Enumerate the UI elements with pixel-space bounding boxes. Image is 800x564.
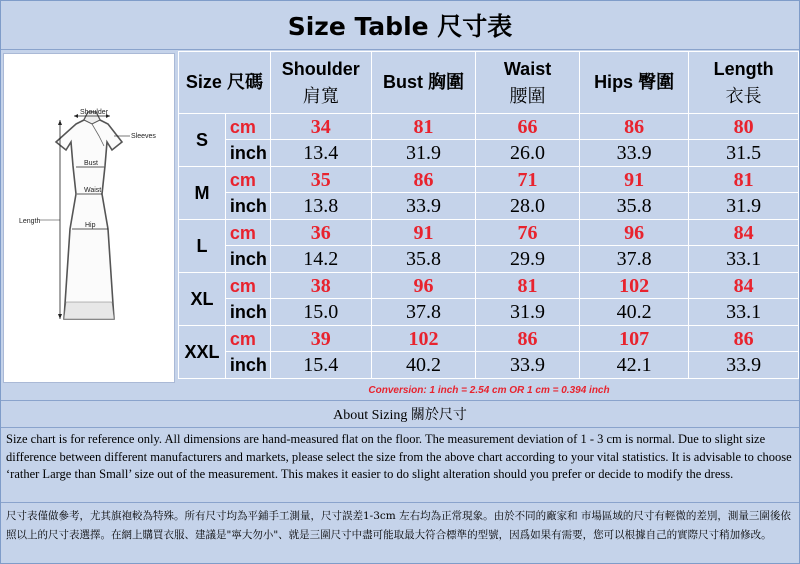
dress-outline-icon [56,112,122,319]
inch-value: 33.9 [579,140,688,167]
cm-value: 81 [371,114,476,140]
cm-value: 84 [689,273,799,299]
inch-value: 35.8 [371,246,476,273]
unit-cm-label: cm [225,326,270,352]
cm-value: 76 [476,220,580,246]
unit-inch-label: inch [225,193,270,220]
unit-inch-label: inch [225,140,270,167]
inch-value: 14.2 [270,246,371,273]
inch-value: 37.8 [371,299,476,326]
cm-value: 91 [371,220,476,246]
inch-value: 40.2 [371,352,476,379]
inch-value: 33.1 [689,246,799,273]
page-title: Size Table 尺寸表 [287,12,513,41]
cm-value: 96 [579,220,688,246]
shoulder-label: Shoulder [80,109,109,116]
cm-value: 86 [371,167,476,193]
dress-diagram [4,54,174,382]
bust-label: Bust [84,160,99,167]
inch-value: 40.2 [579,299,688,326]
cm-value: 91 [579,167,688,193]
title-bar [1,1,799,50]
inch-value: 15.0 [270,299,371,326]
unit-cm-label: cm [225,167,270,193]
cm-value: 81 [689,167,799,193]
header-shoulder: Shoulder 肩寬 [270,52,371,114]
inch-value: 31.9 [689,193,799,220]
inch-value: 31.5 [689,140,799,167]
cm-value: 38 [270,273,371,299]
inch-value: 13.4 [270,140,371,167]
cm-value: 36 [270,220,371,246]
inch-value: 15.4 [270,352,371,379]
hem-band [64,302,114,319]
table-row-cm [179,273,799,299]
header-waist: Waist 腰圍 [476,52,580,114]
inch-value: 33.9 [476,352,580,379]
table-row-cm [179,167,799,193]
waist-label: Waist [84,187,102,194]
cm-value: 84 [689,220,799,246]
about-sizing-chinese: 尺寸表僅做參考，尤其旗袍較為特殊。所有尺寸均為平鋪手工測量，尺寸誤差1-3cm 左右均為正常現象。由於不同的廠家和 市場區域的尺寸有輕微的差別，測量三圍後依照以上的尺寸表選擇。在網上購買衣服、建議是"寧大勿小"、就是三圍尺寸中盡可能取最大符合標準的型號，因爲如果有需要，您可以根據自己的實際尺寸稍加修改。 [6,510,791,541]
cm-value: 102 [371,326,476,352]
header-length: Length 衣長 [689,52,799,114]
header-size: Size 尺碼 [179,52,271,114]
unit-inch-label: inch [225,352,270,379]
cm-value: 71 [476,167,580,193]
unit-inch-label: inch [225,246,270,273]
unit-inch-label: inch [225,299,270,326]
inch-value: 13.8 [270,193,371,220]
inch-value: 33.9 [371,193,476,220]
inch-value: 33.9 [689,352,799,379]
cm-value: 107 [579,326,688,352]
conversion-note: Conversion: 1 inch = 2.54 cm OR 1 cm = 0.394 inch [368,385,610,396]
table-row-inch [179,352,799,379]
inch-value: 28.0 [476,193,580,220]
inch-value: 29.9 [476,246,580,273]
length-label: Length [19,218,41,225]
inch-value: 26.0 [476,140,580,167]
table-row-inch [179,246,799,273]
unit-cm-label: cm [225,273,270,299]
inch-value: 42.1 [579,352,688,379]
cm-value: 102 [579,273,688,299]
cm-value: 66 [476,114,580,140]
table-header-row [179,52,799,114]
about-sizing-heading: About Sizing 關於尺寸 [1,400,799,428]
inch-value: 31.9 [476,299,580,326]
inch-value: 37.8 [579,246,688,273]
table-row-cm [179,326,799,352]
table-row-inch [179,140,799,167]
hip-label: Hip [85,222,96,229]
size-label: XXL [179,326,226,379]
sleeves-label: Sleeves [131,133,156,140]
cm-value: 34 [270,114,371,140]
size-table [178,51,799,379]
size-label: L [179,220,226,273]
inch-value: 33.1 [689,299,799,326]
cm-value: 35 [270,167,371,193]
unit-cm-label: cm [225,114,270,140]
cm-value: 86 [476,326,580,352]
size-label: S [179,114,226,167]
cm-value: 86 [579,114,688,140]
unit-cm-label: cm [225,220,270,246]
section-divider [1,502,799,503]
size-table-body [179,114,799,379]
header-hips: Hips 臀圍 [579,52,688,114]
about-sizing-english: Size chart is for reference only. All dimensions are hand-measured flat on the floor. The measurement deviation of 1 - 3 cm is normal. Due to slight size difference between different manufacturers and markets, please select the size from the above chart according to your vital statistics. It is advisable to choose ‘rather Large than Small’ size out of the measurement. This makes it easier to do slight alteration should you prefer or decide to modify the dress. [6,432,792,481]
inch-value: 35.8 [579,193,688,220]
cm-value: 86 [689,326,799,352]
header-bust: Bust 胸圍 [371,52,476,114]
inch-value: 31.9 [371,140,476,167]
dress-measurement-figure [3,53,175,383]
table-row-inch [179,193,799,220]
cm-value: 39 [270,326,371,352]
cm-value: 96 [371,273,476,299]
size-label: XL [179,273,226,326]
table-row-cm [179,220,799,246]
size-label: M [179,167,226,220]
cm-value: 80 [689,114,799,140]
cm-value: 81 [476,273,580,299]
table-row-cm [179,114,799,140]
table-row-inch [179,299,799,326]
